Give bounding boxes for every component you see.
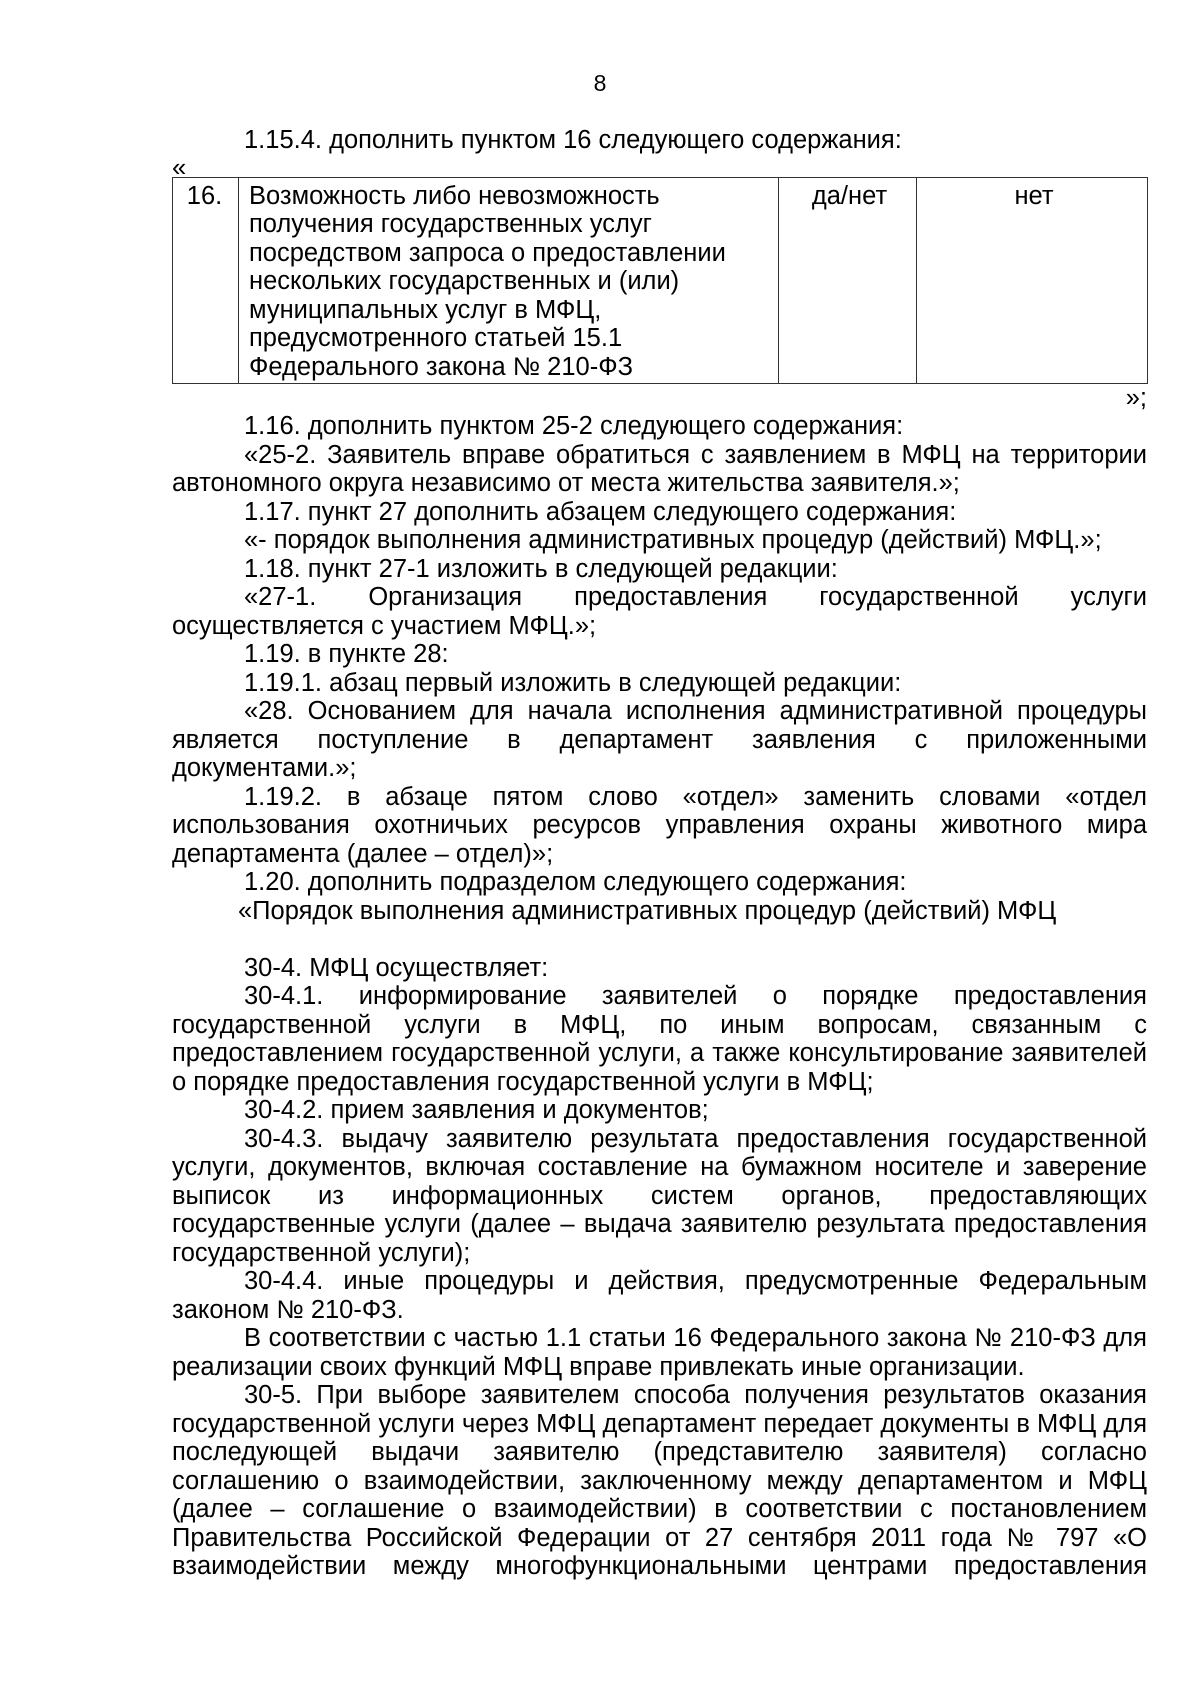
paragraph: 1.19.1. абзац первый изложить в следующей редакции:: [244, 668, 902, 697]
quote-close-mark: »;: [1125, 384, 1147, 412]
paragraph: 1.20. дополнить подразделом следующего содержания:: [244, 868, 907, 896]
paragraph: 1.19.2. в абзаце пятом слово «отдел» заменить словами «отдел использования охотничьих ресурсов управления охраны животного мира департамента (далее – отдел)»;: [172, 782, 1147, 868]
table-row: [173, 177, 1148, 384]
paragraph: 30-4.2. прием заявления и документов;: [244, 1096, 709, 1124]
table-text-line: нескольких государственных и (или): [249, 267, 680, 295]
paragraph: 30-4.1. информирование заявителей о порядке предоставления государственной услуги в МФЦ, по иным вопросам, связанным с предоставлением государственной услуги, а также консультирование заявителей о порядке предоставления государственной услуги в МФЦ;: [172, 982, 1147, 1096]
paragraph: «28. Основанием для начала исполнения административной процедуры является поступление в департамент заявления с приложенными документами.»;: [172, 697, 1147, 782]
table-text-line: Федерального закона № 210-ФЗ: [249, 352, 633, 381]
table-cell-description: [239, 177, 779, 384]
paragraph: 30-4.3. выдачу заявителю результата предоставления государственной услуги, документов, включая составление на бумажном носителе и заверение выписок из информационных систем органов, предоставляющих государственные услуги (далее – выдача заявителю результата предоставления государственной услуги);: [172, 1124, 1147, 1267]
table-text-line: муниципальных услуг в МФЦ,: [249, 295, 602, 324]
paragraph: 1.18. пункт 27-1 изложить в следующей редакции:: [244, 554, 838, 583]
page-number: 8: [593, 70, 607, 96]
paragraph: «- порядок выполнения административных процедур (действий) МФЦ.»;: [244, 526, 1102, 554]
paragraph: «25-2. Заявитель вправе обратиться с заявлением в МФЦ на территории автономного округа независимо от места жительства заявителя.»;: [172, 440, 1147, 497]
table-cell-value: нет: [917, 177, 1148, 384]
quote-open-mark: «: [172, 153, 187, 182]
document-body: [172, 126, 1147, 1581]
paragraph: 30-4.4. иные процедуры и действия, предусмотренные Федеральным законом № 210-ФЗ.: [172, 1267, 1147, 1324]
paragraph: 1.17. пункт 27 дополнить абзацем следующего содержания:: [244, 497, 957, 526]
paragraph: «27-1. Организация предоставления государственной услуги осуществляется с участием МФЦ.»;: [172, 583, 1147, 640]
paragraph: 30-5. При выборе заявителем способа получения результатов оказания государственной услуги через МФЦ департамент передает документы в МФЦ для последующей выдачи заявителю (представителю заявителя) согласно соглашению о взаимодействии, заключенному между департаментом и МФЦ (далее – соглашение о взаимодействии) в соответствии с постановлением Правительства Российской Федерации от 27 сентября 2011 года № 797 «О взаимодействии между многофункциональными центрами предоставления: [172, 1381, 1147, 1580]
subsection-title: «Порядок выполнения административных процедур (действий) МФЦ: [238, 896, 1057, 925]
paragraph: 1.15.4. дополнить пунктом 16 следующего содержания:: [244, 126, 902, 154]
table-text-line: получения государственных услуг: [249, 210, 652, 238]
paragraph: 1.16. дополнить пунктом 25-2 следующего содержания:: [244, 412, 904, 440]
table-cell-value: да/нет: [779, 177, 917, 384]
paragraph: 1.19. в пункте 28:: [244, 640, 449, 668]
amendment-table: [172, 177, 1148, 385]
table-text-line: Возможность либо невозможность: [249, 181, 660, 210]
blank-line: [172, 925, 1147, 954]
table-text-line: посредством запроса о предоставлении: [249, 238, 726, 267]
paragraph: В соответствии с частью 1.1 статьи 16 Федерального закона № 210-ФЗ для реализации своих функций МФЦ вправе привлекать иные организации.: [172, 1324, 1147, 1381]
table-text-line: предусмотренного статьей 15.1: [249, 324, 623, 352]
paragraph: 30-4. МФЦ осуществляет:: [244, 953, 549, 982]
table-cell-number: 16.: [173, 177, 239, 384]
